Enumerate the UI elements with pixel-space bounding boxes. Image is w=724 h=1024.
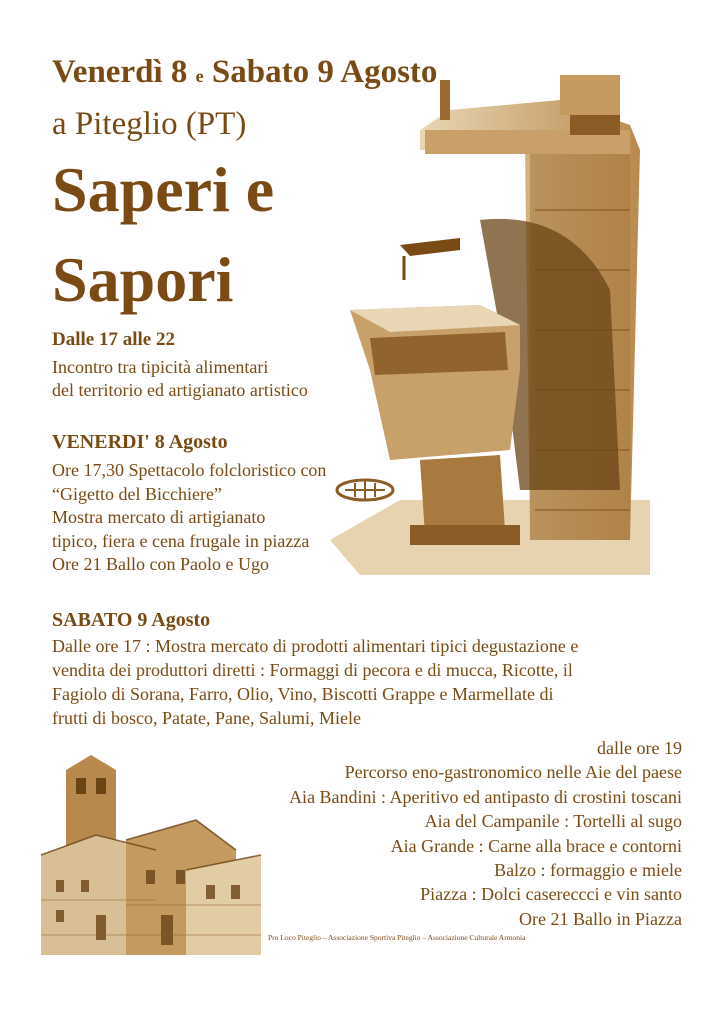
program-line: vendita dei produttori diretti : Formaggi di pecora e di mucca, Ricotte, il [52, 660, 573, 680]
program-line: Ore 21 Ballo con Paolo e Ugo [52, 554, 269, 574]
event-dates: Venerdì 8 e Sabato 9 Agosto [52, 54, 438, 90]
intro-line: Incontro tra tipicità alimentari [52, 357, 269, 377]
venerdi-heading: VENERDI' 8 Agosto [52, 431, 228, 453]
event-hours: Dalle 17 alle 22 [52, 329, 175, 350]
evening-line: Piazza : Dolci casereccci e vin santo [420, 884, 682, 905]
intro-text [52, 356, 308, 402]
intro-line: del territorio ed artigianato artistico [52, 380, 308, 400]
program-line: Fagiolo di Sorana, Farro, Olio, Vino, Biscotti Grappe e Marmellate di [52, 684, 554, 704]
program-line: frutti di bosco, Patate, Pane, Salumi, Miele [52, 708, 361, 728]
evening-line: Aia del Campanile : Tortelli al sugo [424, 811, 682, 832]
sabato-heading: SABATO 9 Agosto [52, 609, 211, 631]
village-illustration [36, 750, 266, 960]
program-line: tipico, fiera e cena frugale in piazza [52, 530, 310, 551]
fountain-illustration [330, 70, 650, 580]
title-line-1: Saperi e [52, 154, 275, 225]
evening-line: Aia Grande : Carne alla brace e contorni [390, 835, 682, 856]
evening-line: Aia Bandini : Aperitivo ed antipasto di crostini toscani [289, 786, 682, 807]
evening-line: dalle ore 19 [597, 738, 682, 758]
program-line: Ore 17,30 Spettacolo folcloristico con [52, 460, 327, 480]
title-line-2: Sapori [52, 244, 234, 315]
evening-line: Balzo : formaggio e miele [494, 860, 682, 881]
organizers-footer: Pro Loco Piteglio – Associazione Sportiva Piteglio – Associazione Culturale Armonia [268, 933, 526, 942]
program-line: “Gigetto del Bicchiere” [52, 483, 222, 504]
event-place: a Piteglio (PT) [52, 106, 247, 142]
venerdi-program [52, 459, 326, 577]
evening-line: Percorso eno-gastronomico nelle Aie del paese [344, 762, 682, 783]
program-line: Mostra mercato di artigianato [52, 507, 266, 527]
program-line: Dalle ore 17 : Mostra mercato di prodotti alimentari tipici degustazione e [52, 636, 579, 656]
dates-conjunction: e [195, 66, 204, 86]
sabato-program [52, 634, 682, 730]
evening-line: Ore 21 Ballo in Piazza [519, 908, 682, 929]
sabato-evening-program [289, 736, 682, 931]
